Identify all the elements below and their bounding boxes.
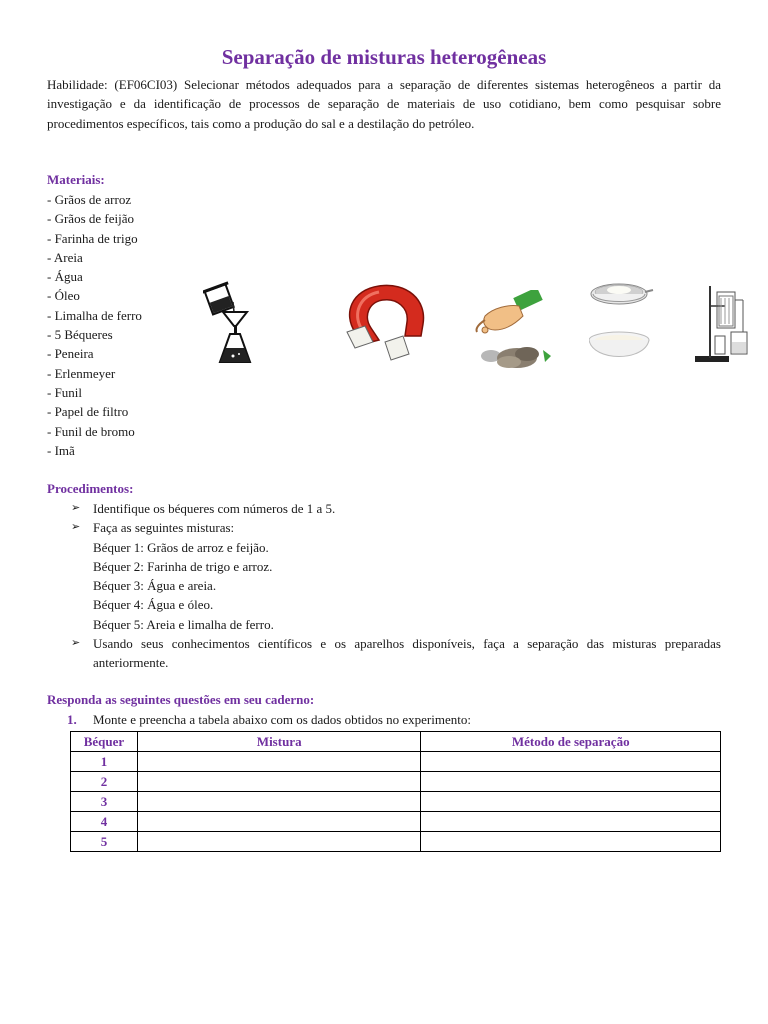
list-item: - Grãos de feijão <box>47 211 134 227</box>
beaker-number: 2 <box>71 772 138 792</box>
table-row <box>71 832 721 852</box>
materials-list <box>47 190 142 460</box>
mixture-item: Béquer 4: Água e óleo. <box>93 597 214 613</box>
list-item: - Farinha de trigo <box>47 230 138 246</box>
skill-paragraph: Habilidade: (EF06CI03) Selecionar métodos adequados para a separação de diferentes sistemas heterogêneos a partir da investigação e da identificação de processos de separação de materiais de uso cotidiano, bem como pesquisar sobre procedimentos específicos, tais como a produção do sal e a destilação do petróleo. <box>47 77 721 131</box>
list-item: - 5 Béqueres <box>47 327 113 343</box>
list-item: - Limalha de ferro <box>47 307 142 323</box>
arrow-bullet-icon: ➢ <box>71 521 81 534</box>
table-row <box>71 772 721 792</box>
method-cell[interactable] <box>421 792 721 812</box>
list-item: - Água <box>47 269 83 285</box>
questions-list <box>47 710 721 729</box>
list-item: - Peneira <box>47 346 94 362</box>
beaker-number: 5 <box>71 832 138 852</box>
mixture-cell[interactable] <box>137 752 421 772</box>
list-item: - Imã <box>47 442 75 458</box>
question-number: 1. <box>67 712 77 727</box>
method-cell[interactable] <box>421 812 721 832</box>
list-item: - Óleo <box>47 288 80 304</box>
separation-methods-illustrations <box>203 276 723 372</box>
table-row <box>71 812 721 832</box>
list-item: - Areia <box>47 249 83 265</box>
method-cell[interactable] <box>421 752 721 772</box>
mixture-cell[interactable] <box>137 832 421 852</box>
beaker-number: 1 <box>71 752 138 772</box>
materials-label: Materiais: <box>47 172 105 187</box>
procedures-label: Procedimentos: <box>47 481 134 496</box>
beaker-number: 3 <box>71 792 138 812</box>
mixture-cell[interactable] <box>137 792 421 812</box>
procedures-list <box>47 499 721 673</box>
filtration-icon <box>203 278 255 366</box>
column-header-beaker: Béquer <box>71 732 138 752</box>
arrow-bullet-icon: ➢ <box>71 637 81 650</box>
list-item: - Funil de bromo <box>47 423 135 439</box>
column-header-method: Método de separação <box>421 732 721 752</box>
hand-picking-icon <box>465 290 555 374</box>
mixture-item: Béquer 5: Areia e limalha de ferro. <box>93 616 274 632</box>
method-cell[interactable] <box>421 832 721 852</box>
list-item: - Grãos de arroz <box>47 192 132 207</box>
arrow-bullet-icon: ➢ <box>71 502 81 514</box>
mixture-item: Béquer 2: Farinha de trigo e arroz. <box>93 558 273 574</box>
method-cell[interactable] <box>421 772 721 792</box>
column-header-mixture: Mistura <box>137 732 421 752</box>
mixture-item: Béquer 3: Água e areia. <box>93 578 217 594</box>
question-text: Monte e preencha a tabela abaixo com os dados obtidos no experimento: <box>93 712 471 727</box>
sieve-icon <box>589 280 655 366</box>
mixture-cell[interactable] <box>137 772 421 792</box>
list-item: - Papel de filtro <box>47 404 129 420</box>
table-row <box>71 752 721 772</box>
questions-label: Responda as seguintes questões em seu caderno: <box>47 692 315 707</box>
list-item: ➢ Usando seus conhecimentos científicos e os aparelhos disponíveis, faça a separação das misturas preparadas anteriormente. <box>71 636 721 671</box>
mixture-item: Béquer 1: Grãos de arroz e feijão. <box>93 539 269 555</box>
question-item <box>47 710 721 729</box>
page-title: Separação de misturas heterogêneas <box>221 45 547 69</box>
results-table <box>70 731 721 852</box>
magnet-icon <box>341 282 429 362</box>
list-item: - Funil <box>47 384 83 400</box>
table-row <box>71 792 721 812</box>
distillation-icon <box>691 276 751 368</box>
mixture-cell[interactable] <box>137 812 421 832</box>
list-item: ➢ Faça as seguintes misturas: <box>47 518 721 537</box>
list-item: - Erlenmeyer <box>47 365 116 381</box>
list-item: ➢ Identifique os béqueres com números de 1 a 5. <box>47 499 721 518</box>
table-header-row <box>71 732 721 752</box>
beaker-number: 4 <box>71 812 138 832</box>
